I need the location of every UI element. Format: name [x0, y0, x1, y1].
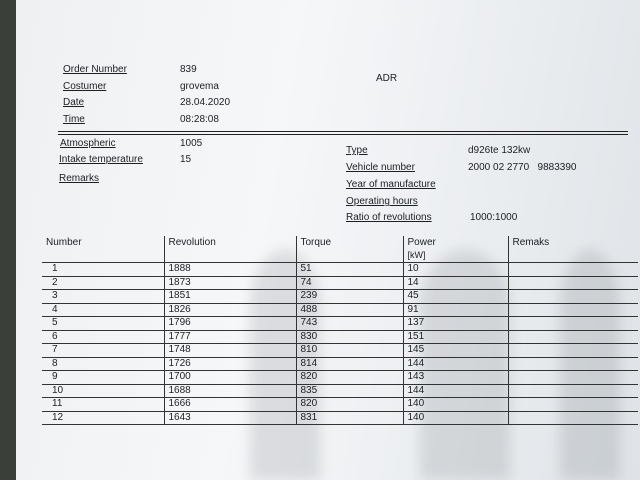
- header-power: [403, 236, 508, 263]
- cell-remarks: [508, 411, 638, 425]
- cell-number: 4: [42, 303, 164, 317]
- cell-power: 144: [403, 357, 508, 371]
- divider-line: [58, 134, 628, 135]
- table-row: [42, 263, 638, 277]
- ratio-of-revolutions-label: Ratio of revolutions: [346, 212, 432, 223]
- cell-power: 144: [403, 384, 508, 398]
- header-revolution: Revolution: [164, 236, 296, 263]
- cell-remarks: [508, 317, 638, 331]
- cell-number: 2: [42, 276, 164, 290]
- table-row: [42, 330, 638, 344]
- type-value: d926te 132kw: [468, 145, 531, 156]
- year-of-manufacture-label: Year of manufacture: [346, 179, 436, 190]
- header-torque: Torque: [296, 236, 403, 263]
- cell-remarks: [508, 357, 638, 371]
- time-label: Time: [63, 114, 85, 125]
- cell-torque: 831: [296, 411, 403, 425]
- cell-torque: 743: [296, 317, 403, 331]
- cell-revolution: 1851: [164, 290, 296, 304]
- time-value: 08:28:08: [180, 114, 219, 125]
- cell-revolution: 1873: [164, 276, 296, 290]
- atmospheric-label: Atmospheric: [60, 138, 116, 149]
- cell-revolution: 1666: [164, 398, 296, 412]
- table-row: [42, 303, 638, 317]
- cell-torque: 830: [296, 330, 403, 344]
- cell-number: 1: [42, 263, 164, 277]
- measurement-table: [42, 236, 638, 425]
- cell-power: 145: [403, 344, 508, 358]
- order-number-value: 839: [180, 64, 197, 75]
- cell-torque: 820: [296, 398, 403, 412]
- cell-power: 91: [403, 303, 508, 317]
- vehicle-number-label: Vehicle number: [346, 162, 415, 173]
- divider-line: [58, 131, 628, 132]
- cell-revolution: 1777: [164, 330, 296, 344]
- cell-remarks: [508, 276, 638, 290]
- table-row: [42, 357, 638, 371]
- cell-remarks: [508, 398, 638, 412]
- costumer-label: Costumer: [63, 81, 107, 92]
- date-label: Date: [63, 97, 85, 108]
- document-title: ADR: [376, 73, 398, 84]
- cell-remarks: [508, 371, 638, 385]
- cell-torque: 810: [296, 344, 403, 358]
- table-row: [42, 317, 638, 331]
- cell-number: 5: [42, 317, 164, 331]
- cell-power: 140: [403, 398, 508, 412]
- cell-number: 12: [42, 411, 164, 425]
- table-row: [42, 398, 638, 412]
- cell-power: 45: [403, 290, 508, 304]
- cell-power: 151: [403, 330, 508, 344]
- cell-power: 143: [403, 371, 508, 385]
- cell-remarks: [508, 330, 638, 344]
- intake-temperature-value: 15: [180, 154, 192, 165]
- cell-power: 10: [403, 263, 508, 277]
- cell-remarks: [508, 290, 638, 304]
- header-number: Number: [46, 237, 82, 248]
- cell-torque: 820: [296, 371, 403, 385]
- cell-remarks: [508, 384, 638, 398]
- cell-remarks: [508, 303, 638, 317]
- costumer-value: grovema: [180, 81, 219, 92]
- cell-torque: 488: [296, 303, 403, 317]
- cell-revolution: 1700: [164, 371, 296, 385]
- cell-number: 10: [42, 384, 164, 398]
- atmospheric-value: 1005: [180, 138, 203, 149]
- date-value: 28.04.2020: [180, 97, 231, 108]
- cell-power: 140: [403, 411, 508, 425]
- cell-remarks: [508, 263, 638, 277]
- cell-torque: 239: [296, 290, 403, 304]
- cell-remarks: [508, 344, 638, 358]
- cell-revolution: 1688: [164, 384, 296, 398]
- table-header-row: [42, 236, 638, 263]
- cell-revolution: 1726: [164, 357, 296, 371]
- cell-torque: 51: [296, 263, 403, 277]
- cell-revolution: 1643: [164, 411, 296, 425]
- cell-number: 8: [42, 357, 164, 371]
- cell-torque: 814: [296, 357, 403, 371]
- order-number-label: Order Number: [63, 64, 127, 75]
- table-row: [42, 371, 638, 385]
- table-row: [42, 276, 638, 290]
- remarks-label: Remarks: [59, 173, 100, 184]
- table-row: [42, 384, 638, 398]
- header-remarks: Remaks: [508, 236, 638, 263]
- cell-number: 9: [42, 371, 164, 385]
- table-row: [42, 411, 638, 425]
- type-label: Type: [346, 145, 368, 156]
- table-row: [42, 344, 638, 358]
- header-power-label: Power: [407, 237, 436, 248]
- cell-torque: 74: [296, 276, 403, 290]
- operating-hours-label: Operating hours: [346, 196, 418, 207]
- cell-number: 3: [42, 290, 164, 304]
- cell-torque: 835: [296, 384, 403, 398]
- cell-power: 137: [403, 317, 508, 331]
- table-row: [42, 290, 638, 304]
- cell-power: 14: [403, 276, 508, 290]
- cell-revolution: 1888: [164, 263, 296, 277]
- header-power-unit: [kW]: [407, 250, 426, 260]
- cell-revolution: 1796: [164, 317, 296, 331]
- cell-number: 7: [42, 344, 164, 358]
- cell-revolution: 1826: [164, 303, 296, 317]
- ratio-of-revolutions-value: 1000:1000: [470, 212, 518, 223]
- cell-number: 6: [42, 330, 164, 344]
- vehicle-number-value: 2000 02 2770 9883390: [468, 162, 577, 173]
- cell-revolution: 1748: [164, 344, 296, 358]
- cell-number: 11: [42, 398, 164, 412]
- intake-temperature-label: Intake temperature: [59, 154, 143, 165]
